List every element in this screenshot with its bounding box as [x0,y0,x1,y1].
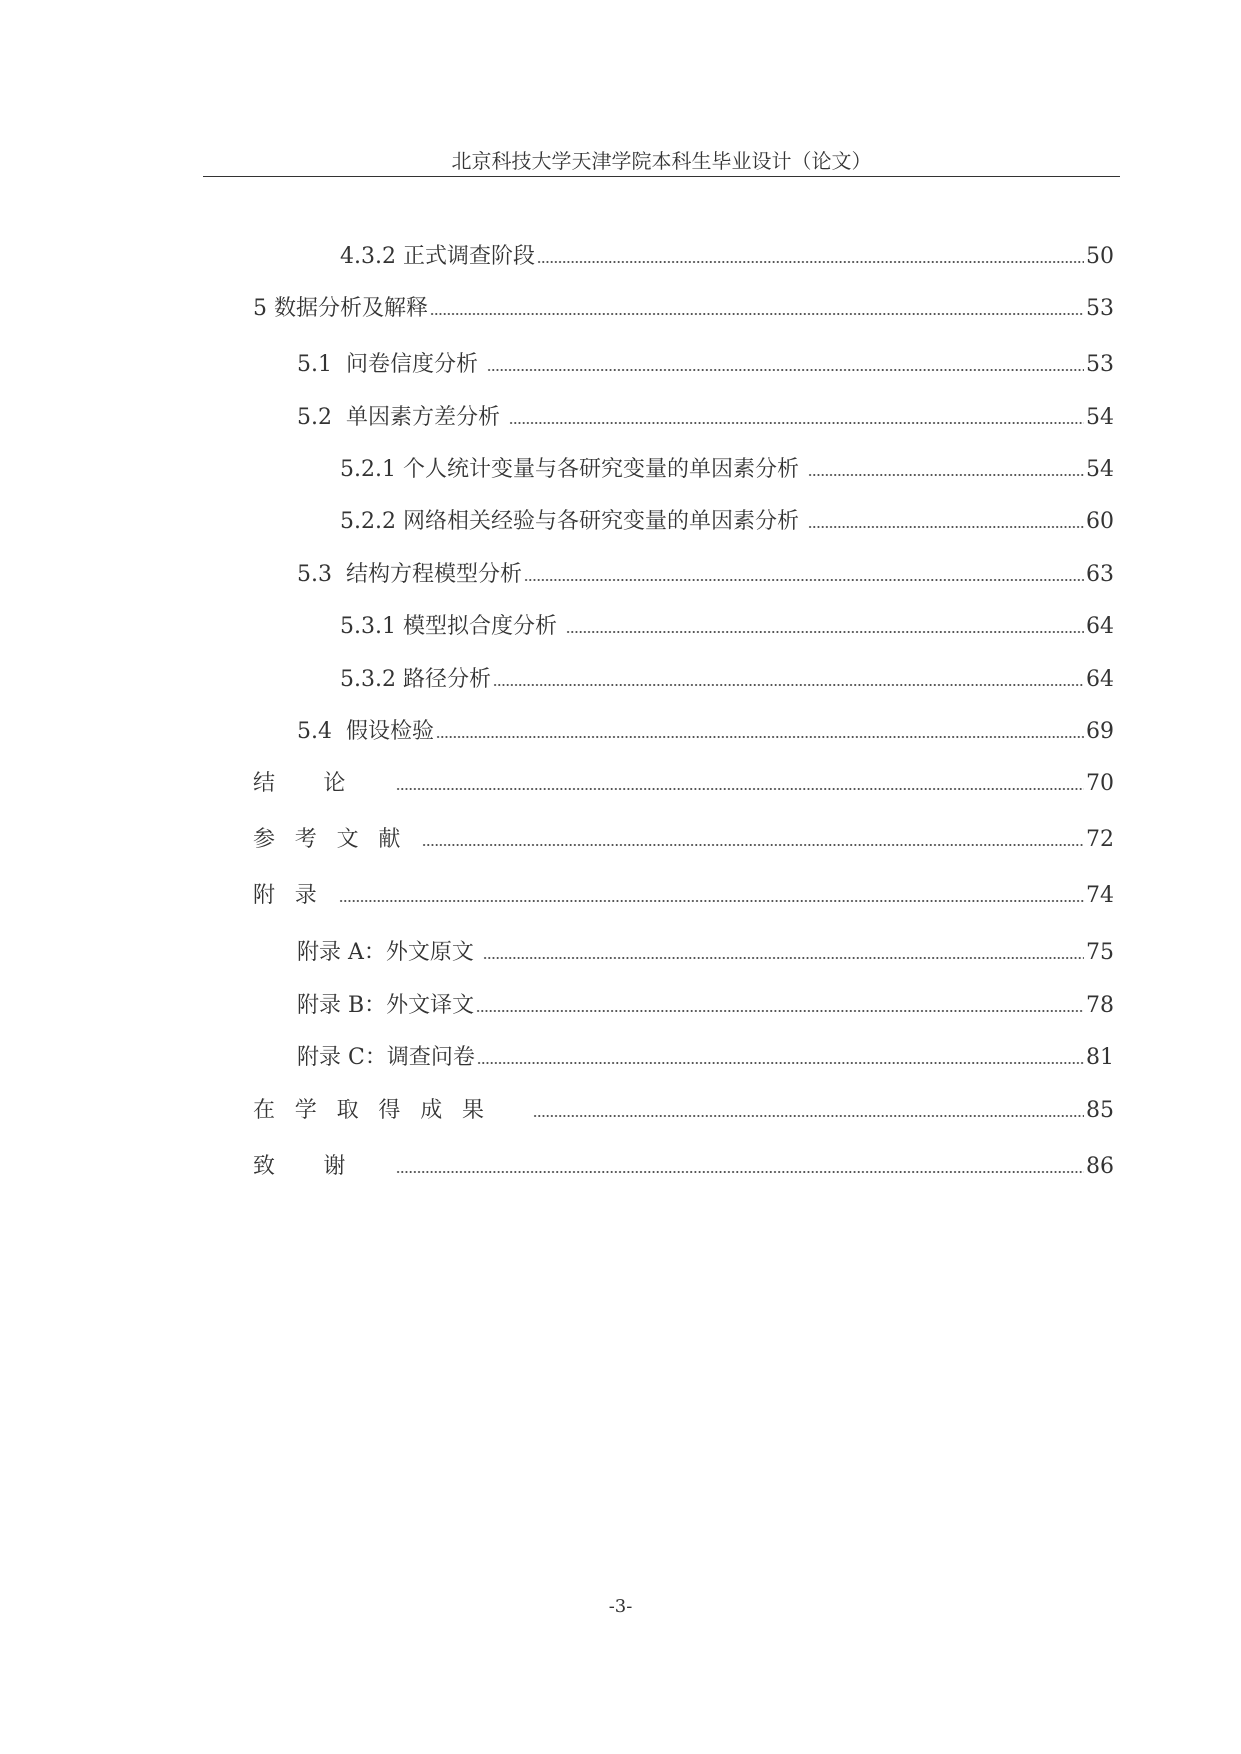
toc-entry-5-2-1[interactable] [340,454,1112,486]
toc-entry-label: 附录 B：外文译文 [297,993,475,1018]
toc-entry-label: 附录 [253,883,337,908]
toc-entry-page: 81 [1086,1045,1114,1070]
toc-entry-4-3-2[interactable] [340,241,1112,273]
toc-entry-appendix-c[interactable] [297,1042,1112,1074]
toc-entry-label: 在学取得成果 [253,1098,531,1123]
toc-leader-dots [524,577,1084,583]
toc-leader-dots [537,259,1084,265]
toc-entry-5-1[interactable] [297,349,1112,381]
toc-leader-dots [436,734,1084,740]
toc-entry-page: 64 [1086,667,1114,692]
toc-entry-label: 5.2.1 个人统计变量与各研究变量的单因素分析 [340,457,806,482]
toc-entry-page: 86 [1086,1154,1114,1179]
toc-leader-dots [476,1008,1084,1014]
toc-entry-page: 50 [1086,244,1114,269]
toc-entry-page: 72 [1086,827,1114,852]
toc-leader-dots [487,367,1084,373]
toc-entry-page: 63 [1086,562,1114,587]
page-number: -3- [608,1596,633,1617]
toc-entry-page: 70 [1086,771,1114,796]
toc-entry-5-2-2[interactable] [340,506,1112,538]
toc-entry-chapter-5[interactable] [253,293,1112,325]
toc-entry-page: 69 [1086,719,1114,744]
toc-entry-label: 4.3.2 正式调查阶段 [340,244,535,269]
toc-entry-appendix[interactable] [253,880,1112,912]
toc-entry-label: 附录 A：外文原文 [297,940,481,965]
toc-leader-dots [430,311,1084,317]
toc-entry-label: 5.3.2 路径分析 [340,667,491,692]
toc-entry-page: 75 [1086,940,1114,965]
toc-entry-page: 53 [1086,352,1114,377]
toc-entry-label: 5.3 结构方程模型分析 [297,562,522,587]
toc-entry-references[interactable] [253,824,1112,856]
toc-leader-dots [396,1169,1084,1175]
toc-entry-5-3[interactable] [297,559,1112,591]
toc-entry-page: 78 [1086,993,1114,1018]
toc-entry-label: 5 数据分析及解释 [253,296,428,321]
toc-entry-5-3-2[interactable] [340,664,1112,696]
toc-leader-dots [509,420,1084,426]
toc-entry-page: 74 [1086,883,1114,908]
toc-entry-page: 53 [1086,296,1114,321]
toc-entry-appendix-a[interactable] [297,937,1112,969]
toc-entry-conclusion[interactable] [253,768,1112,800]
toc-entry-page: 64 [1086,614,1114,639]
page-header [203,146,1120,177]
toc-leader-dots [566,629,1084,635]
toc-entry-label: 参考文献 [253,827,421,852]
header-title: 北京科技大学天津学院本科生毕业设计（论文） [451,149,872,173]
toc-entry-page: 85 [1086,1098,1114,1123]
toc-leader-dots [483,955,1084,961]
toc-leader-dots [477,1060,1084,1066]
toc-leader-dots [808,472,1084,478]
toc-entry-label: 5.1 问卷信度分析 [297,352,485,377]
toc-leader-dots [808,524,1084,530]
toc-entry-label: 5.2.2 网络相关经验与各研究变量的单因素分析 [340,509,806,534]
toc-entry-page: 54 [1086,457,1114,482]
toc-leader-dots [533,1113,1084,1119]
toc-leader-dots [422,842,1084,848]
toc-entry-5-4[interactable] [297,716,1112,748]
toc-leader-dots [339,898,1084,904]
toc-entry-5-3-1[interactable] [340,611,1112,643]
toc-entry-label: 附录 C：调查问卷 [297,1045,475,1070]
toc-entry-5-2[interactable] [297,402,1112,434]
toc-entry-acknowledgements[interactable] [253,1151,1112,1183]
toc-entry-label: 5.4 假设检验 [297,719,434,744]
toc-entry-label: 结论 [253,771,394,796]
toc-entry-label: 致谢 [253,1154,394,1179]
toc-entry-page: 60 [1086,509,1114,534]
toc-entry-label: 5.3.1 模型拟合度分析 [340,614,564,639]
toc-entry-page: 54 [1086,405,1114,430]
toc-leader-dots [493,682,1084,688]
toc-entry-label: 5.2 单因素方差分析 [297,405,507,430]
toc-leader-dots [396,786,1084,792]
toc-entry-appendix-b[interactable] [297,990,1112,1022]
toc-entry-achievements[interactable] [253,1095,1112,1127]
